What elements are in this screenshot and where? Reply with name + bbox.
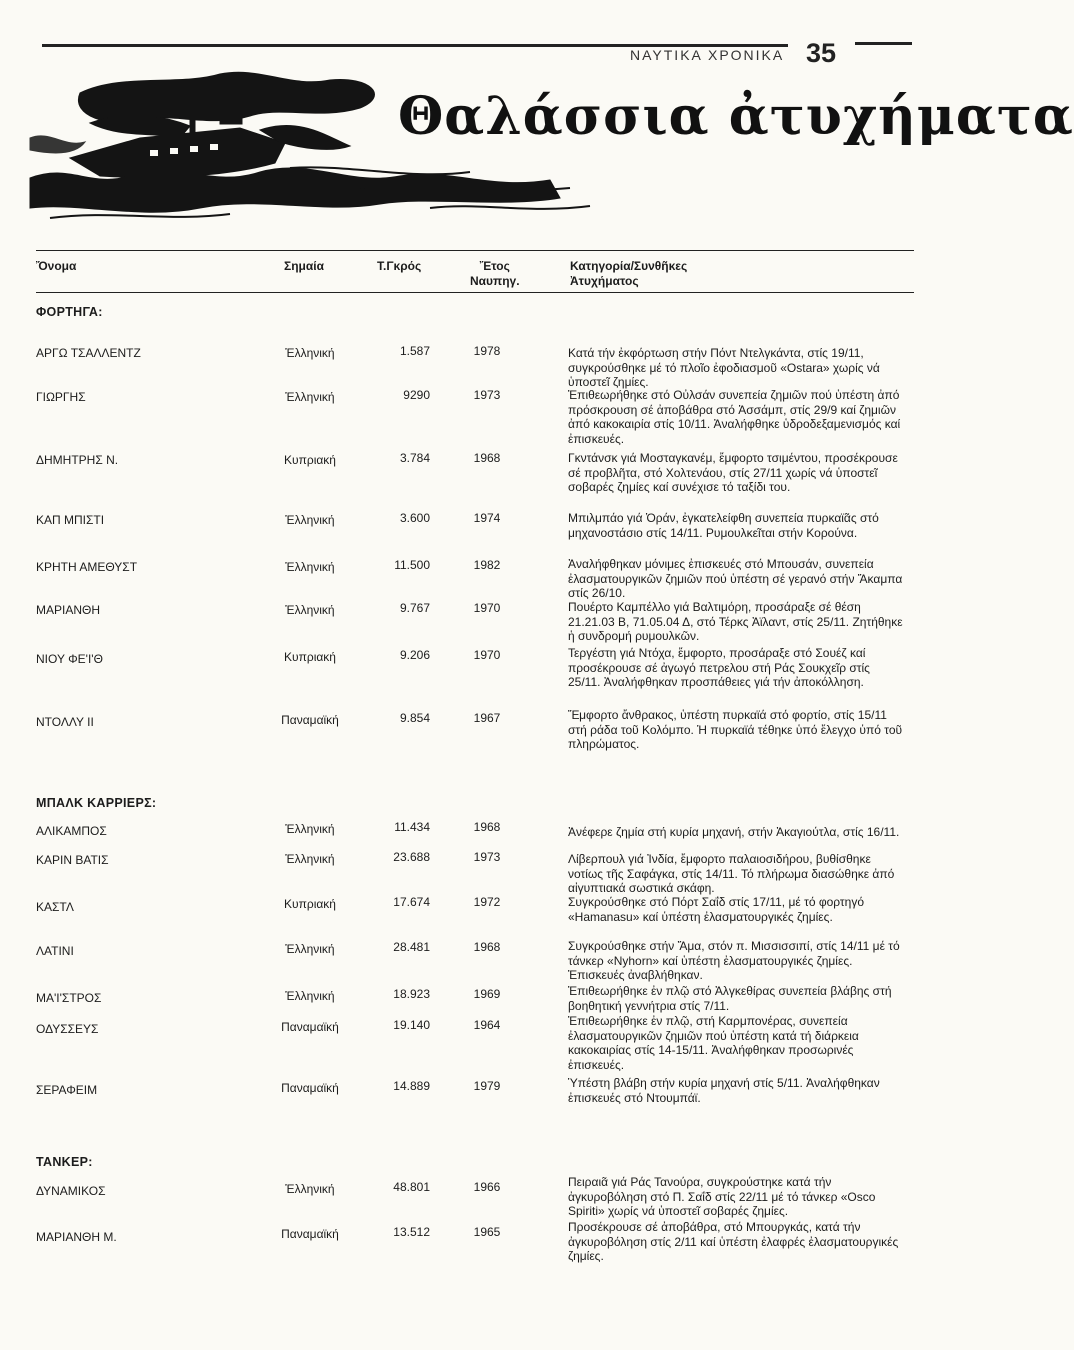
vessel-flag: Κυπριακή — [284, 897, 336, 911]
vessel-year: 1982 — [473, 558, 501, 572]
incident-description: Συγκρούσθηκε στήν Ἄμα, στόν π. Μισσισσιπί, στίς 14/11 μέ τό τάνκερ «Nyhorn» καί ὑπέστη ἐλασματουργικές ζημίες. Ἐπισκευές ἀναβλήθηκαν. — [568, 939, 900, 982]
table-header-rule-bottom — [36, 292, 914, 293]
vessel-tonnage: 9.854 — [399, 711, 430, 725]
vessel-year: 1973 — [473, 388, 501, 402]
vessel-tonnage: 11.500 — [394, 558, 430, 572]
vessel-year: 1974 — [473, 511, 501, 525]
column-header-year-line1: Ἔτος — [479, 259, 510, 273]
column-header-tonnage: Τ.Γκρός — [377, 259, 422, 273]
incident-description: Ἐπιθεωρήθηκε ἐν πλῷ, στή Καρμπονέρας, συνεπεία ἐλασματουργικῶν ζημιῶν πού ὑπέστη κατά τή διάρκεια κακοκαιρίας στίς 14-15/11. Ἀναλήφθηκαν προσωρινές ἐπισκευές. — [568, 1014, 859, 1072]
vessel-tonnage: 17.674 — [393, 895, 430, 909]
vessel-name: ΜΑΡΙΑΝΘΗ Μ. — [36, 1230, 117, 1244]
vessel-tonnage: 14.889 — [393, 1079, 430, 1093]
vessel-flag: Ἑλληνική — [285, 822, 335, 836]
vessel-flag: Κυπριακή — [284, 453, 336, 467]
vessel-flag: Παναμαϊκή — [281, 713, 339, 727]
vessel-tonnage: 3.600 — [399, 511, 430, 525]
vessel-flag: Ἑλληνική — [285, 390, 335, 404]
vessel-year: 1966 — [473, 1180, 501, 1194]
vessel-year: 1970 — [473, 648, 501, 662]
vessel-year: 1973 — [473, 850, 501, 864]
column-header-flag: Σημαία — [284, 259, 324, 273]
vessel-tonnage: 1.587 — [399, 344, 430, 358]
page-title: Θαλάσσια ἀτυχήματα — [398, 86, 1074, 147]
incident-description: Ἀναλήφθηκαν μόνιμες ἐπισκευές στό Μπουσάν, συνεπεία ἐλασματουργικῶν ζημιῶν πού ὑπέστη σέ γερανό στήν Ἄκαμπα στίς 26/10. — [568, 557, 903, 600]
vessel-flag: Ἑλληνική — [285, 603, 335, 617]
running-title: ΝΑΥΤΙΚΑ ΧΡΟΝΙΚΑ — [630, 47, 785, 63]
vessel-name: ΝΤΟΛΛΥ ΙΙ — [36, 715, 94, 729]
top-rule-right — [855, 42, 912, 45]
vessel-tonnage: 9.206 — [399, 648, 430, 662]
vessel-name: ΑΡΓΩ ΤΣΑΛΛΕΝΤΖ — [36, 346, 141, 360]
vessel-name: ΚΑΠ ΜΠΙΣΤΙ — [36, 513, 105, 527]
incident-description: Μπιλμπάο γιά Ὀράν, ἐγκατελείφθη συνεπεία πυρκαϊᾶς στό μηχανοστάσιο στίς 14/11. Ρυμουλκεῖται στήν Κορούνα. — [568, 511, 879, 540]
vessel-name: ΝΙΟΥ ΦΕ'Ι'Θ — [36, 652, 103, 666]
vessel-name: ΓΙΩΡΓΗΣ — [36, 390, 86, 404]
column-header-year-line2: Ναυπηγ. — [470, 274, 520, 288]
vessel-name: ΛΑΤΙΝΙ — [36, 944, 74, 958]
vessel-tonnage: 9.767 — [399, 601, 430, 615]
incident-description: Ἀνέφερε ζημία στή κυρία μηχανή, στήν Ἀκαγιούτλα, στίς 16/11. — [568, 825, 900, 839]
vessel-year: 1965 — [473, 1225, 501, 1239]
vessel-year: 1968 — [473, 820, 501, 834]
vessel-year: 1970 — [473, 601, 501, 615]
vessel-flag: Ἑλληνική — [285, 989, 335, 1003]
vessel-flag: Ἑλληνική — [285, 942, 335, 956]
vessel-tonnage: 13.512 — [393, 1225, 430, 1239]
incident-description: Ὑπέστη βλάβη στήν κυρία μηχανή στίς 5/11. Ἀναλήφθηκαν ἐπισκευές στό Ντουμπάϊ. — [568, 1076, 880, 1105]
vessel-name: ΚΡΗΤΗ ΑΜΕΘΥΣΤ — [36, 560, 138, 574]
incident-description: Ἐπιθεωρήθηκε στό Οὐλσάν συνεπεία ζημιῶν πού ὑπέστη ἀπό πρόσκρουση σέ ἀποβάθρα στό Ἀσσάμπ, στίς 29/9 καί ζημιῶν ἀπό κακοκαιρία στίς 10/11. Ἀναλήφθηκε ὑδροδεξαμενισμός καί ἐπισκευές. — [568, 388, 901, 446]
vessel-tonnage: 23.688 — [393, 850, 430, 864]
vessel-flag: Παναμαϊκή — [281, 1020, 339, 1034]
vessel-name: ΟΔΥΣΣΕΥΣ — [36, 1022, 99, 1036]
vessel-tonnage: 9290 — [403, 388, 430, 402]
incident-description: Συγκρούσθηκε στό Πόρτ Σαΐδ στίς 17/11, μέ τό φορτηγό «Hamanasu» καί ὑπέστη ἐλασματουργικές ζημίες. — [568, 895, 865, 924]
vessel-year: 1968 — [473, 451, 501, 465]
vessel-name: ΑΛΙΚΑΜΠΟΣ — [36, 824, 107, 838]
section-title-bulk-carriers: ΜΠΑΛΚ ΚΑΡΡΙΕΡΣ: — [36, 796, 157, 810]
incident-description: Τεργέστη γιά Ντόχα, ἔμφορτο, προσάραξε στό Σουέζ καί προσέκρουσε σέ ἀγωγό πετρελου στή Ράς Σουκχεῖρ στίς 25/11. Ἀναλήφθηκαν προσπάθειες γιά τήν ἀποκόλληση. — [568, 646, 870, 689]
vessel-year: 1978 — [473, 344, 501, 358]
vessel-year: 1967 — [473, 711, 501, 725]
incident-description: Πειραιᾶ γιά Ράς Τανούρα, συγκρούστηκε κατά τήν ἀγκυροβόληση στό Π. Σαΐδ στίς 22/11 μέ τό τάνκερ «Osco Spiriti» χωρίς νά ὑποστεῖ σοβαρές ζημίες. — [568, 1175, 876, 1218]
incident-description: Γκντάνσκ γιά Μοσταγκανέμ, ἔμφορτο τσιμέντου, προσέκρουσε σέ προβλῆτα, στό Χολτενάου, στίς 27/11 χωρίς νά ὑποστεῖ σοβαρές ζημίες καί συνέχισε τό ταξίδι του. — [568, 451, 898, 494]
vessel-name: ΚΑΡΙΝ ΒΑΤΙΣ — [36, 853, 109, 867]
vessel-flag: Ἑλληνική — [285, 852, 335, 866]
column-header-name: Ὄνομα — [36, 259, 77, 273]
vessel-flag: Ἑλληνική — [285, 560, 335, 574]
table-header-rule-top — [36, 250, 914, 251]
vessel-name: ΔΗΜΗΤΡΗΣ Ν. — [36, 453, 119, 467]
incident-description: Προσέκρουσε σέ ἀποβάθρα, στό Μπουργκάς, κατά τήν ἀγκυροβόληση στίς 2/11 καί ὑπέστη ἐλαφρές ἐλασματουργικές ζημίες. — [568, 1220, 899, 1263]
vessel-year: 1979 — [473, 1079, 501, 1093]
vessel-flag: Παναμαϊκή — [281, 1081, 339, 1095]
incident-description: Ἐπιθεωρήθηκε ἐν πλῷ στό Ἀλγκεθίρας συνεπεία βλάβης στή βοηθητική γεννήτρια στίς 7/11. — [568, 984, 892, 1013]
vessel-name: ΣΕΡΑΦΕΙΜ — [36, 1083, 98, 1097]
vessel-year: 1969 — [473, 987, 501, 1001]
vessel-tonnage: 11.434 — [394, 820, 430, 834]
vessel-year: 1964 — [473, 1018, 501, 1032]
vessel-tonnage: 19.140 — [393, 1018, 430, 1032]
incident-description: Λίβερπουλ γιά Ἰνδία, ἔμφορτο παλαιοσιδήρου, βυθίσθηκε νοτίως τῆς Σαφάγκα, στίς 14/11. Τό πλήρωμα διασώθηκε ἀπό αἰγυπτιακά σωστικά σκάφη. — [568, 852, 895, 895]
vessel-flag: Ἑλληνική — [285, 1182, 335, 1196]
section-title-tankers: ΤΑΝΚΕΡ: — [36, 1155, 93, 1169]
vessel-tonnage: 28.481 — [393, 940, 430, 954]
vessel-flag: Ἑλληνική — [285, 346, 335, 360]
column-header-category — [570, 259, 687, 289]
vessel-name: ΜΑ'Ι'ΣΤΡΟΣ — [36, 991, 102, 1005]
vessel-tonnage: 18.923 — [393, 987, 430, 1001]
incident-description: Πουέρτο Καμπέλλο γιά Βαλτιμόρη, προσάραξε σέ θέση 21.21.03 Β, 71.05.04 Δ, στό Τέρκς Ἀϊλαντ, στίς 25/11. Ζητήθηκε ἡ συνδρομή ρυμουλκῶν. — [568, 600, 903, 643]
vessel-year: 1972 — [473, 895, 501, 909]
vessel-year: 1968 — [473, 940, 501, 954]
column-header-year — [470, 259, 520, 289]
vessel-name: ΔΥΝΑΜΙΚΟΣ — [36, 1184, 106, 1198]
vessel-name: ΚΑΣΤΛ — [36, 900, 74, 914]
vessel-tonnage: 3.784 — [399, 451, 430, 465]
column-header-category-line2: Ἀτυχήματος — [570, 274, 639, 288]
vessel-flag: Κυπριακή — [284, 650, 336, 664]
section-title-cargo: ΦΟΡΤΗΓΑ: — [36, 305, 103, 319]
vessel-flag: Παναμαϊκή — [281, 1227, 339, 1241]
incident-description: Κατά τήν ἐκφόρτωση στήν Πόντ Ντελγκάντα, στίς 19/11, συγκρούσθηκε μέ τό πλοῖο ἐφοδιασμοῦ «Ostara» χωρίς νά ὑποστεῖ ζημίες. — [568, 346, 880, 389]
vessel-name: ΜΑΡΙΑΝΘΗ — [36, 603, 101, 617]
page-number: 35 — [806, 38, 837, 68]
vessel-flag: Ἑλληνική — [285, 513, 335, 527]
vessel-tonnage: 48.801 — [393, 1180, 430, 1194]
column-header-category-line1: Κατηγορία/Συνθῆκες — [570, 259, 688, 273]
incident-description: Ἔμφορτο ἄνθρακος, ὑπέστη πυρκαϊά στό φορτίο, στίς 15/11 στή ράδα τοῦ Κολόμπο. Ἡ πυρκαϊά τέθηκε ὑπό ἔλεγχο ὑπό τοῦ πληρώματος. — [568, 708, 903, 751]
